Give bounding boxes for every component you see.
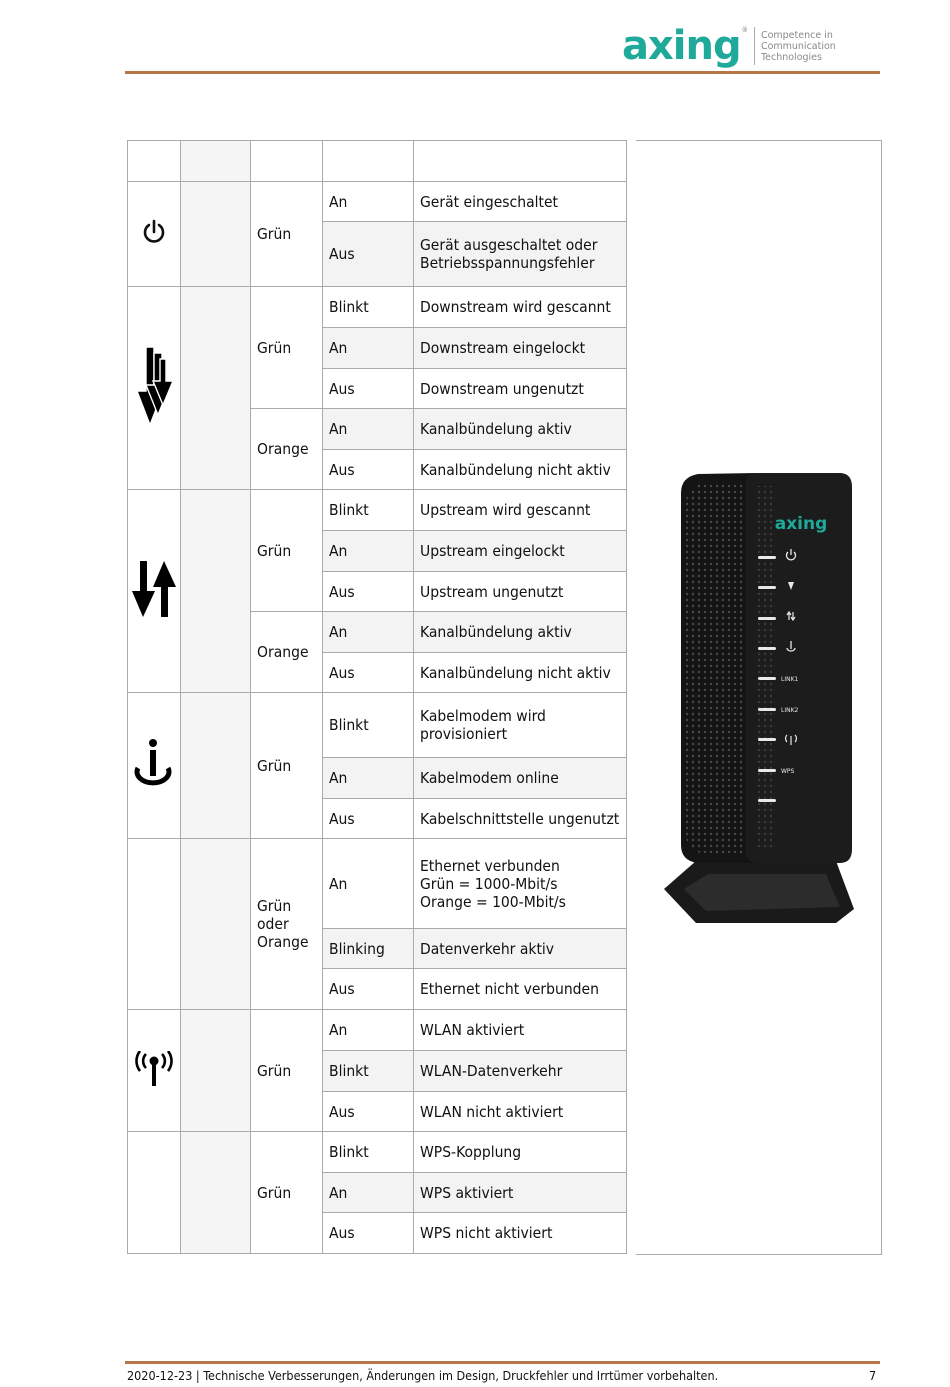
- text-line: Orange: [257, 933, 309, 951]
- power-icon: [141, 231, 167, 249]
- table-row: [128, 287, 627, 328]
- icon-cell: [128, 839, 181, 1010]
- icon-cell: [128, 1010, 181, 1132]
- group-cell: [181, 1132, 251, 1254]
- led-state-cell: An: [323, 612, 414, 653]
- led-color-cell: Grün: [251, 1010, 323, 1132]
- led-description-cell: Kabelmodem online: [414, 758, 627, 799]
- led-state-cell: Blinkt: [323, 1132, 414, 1173]
- led-state-cell: An: [323, 758, 414, 799]
- led-state-cell: Blinkt: [323, 287, 414, 328]
- header-cell: [251, 141, 323, 182]
- text-line: Ethernet verbunden: [420, 856, 560, 875]
- led-state-cell: An: [323, 1173, 414, 1213]
- text-line: Kabelmodem wird: [420, 707, 546, 725]
- led-state-cell: An: [323, 531, 414, 572]
- text-line: Betriebsspannungsfehler: [420, 254, 595, 272]
- led-description-cell: WPS aktiviert: [414, 1173, 627, 1213]
- logo-wordmark: axing: [622, 23, 741, 69]
- table-body: [128, 182, 627, 1254]
- led-state-cell: An: [323, 409, 414, 450]
- led-description-cell: Downstream wird gescannt: [414, 287, 627, 328]
- table-row: [128, 1010, 627, 1051]
- table-row: [128, 1132, 627, 1173]
- device-link1-label: LINK1: [781, 676, 799, 683]
- header-cell: [414, 141, 627, 182]
- led-state-cell: An: [323, 1010, 414, 1051]
- led-state-cell: Aus: [323, 369, 414, 409]
- led-state-cell: Blinkt: [323, 1051, 414, 1092]
- led-state-cell: An: [323, 328, 414, 369]
- header-cell: [128, 141, 181, 182]
- led-description-cell: Kanalbündelung nicht aktiv: [414, 653, 627, 693]
- group-cell: [181, 1010, 251, 1132]
- led-description-cell: Datenverkehr aktiv: [414, 929, 627, 969]
- led-state-cell: Aus: [323, 799, 414, 839]
- header-rule: [125, 71, 880, 74]
- cable-modem-icon: [128, 776, 180, 794]
- device-image-cell: [636, 140, 882, 1255]
- led-color-cell: Grün: [251, 490, 323, 612]
- table-row: [128, 839, 627, 929]
- led-description-cell: Upstream ungenutzt: [414, 572, 627, 612]
- device-link2-label: LINK2: [781, 707, 799, 714]
- text-line: Grün: [257, 897, 292, 915]
- led-state-cell: Blinking: [323, 929, 414, 969]
- led-state-cell: Aus: [323, 222, 414, 287]
- led-description-cell: Kabelschnittstelle ungenutzt: [414, 799, 627, 839]
- footer-disclaimer: 2020-12-23 | Technische Verbesserungen, Änderungen im Design, Druckfehler und Irrtümer vorbehalten.: [127, 1368, 719, 1383]
- table-row: [128, 693, 627, 758]
- cable-modem-device-image: [636, 141, 881, 1254]
- text-line: provisioniert: [420, 725, 508, 743]
- led-state-cell: An: [323, 182, 414, 222]
- tagline-line-3: Technologies: [760, 51, 822, 63]
- led-state-cell: Aus: [323, 572, 414, 612]
- tagline-line-1: Competence in: [760, 29, 833, 41]
- led-description-cell: Kanalbündelung aktiv: [414, 612, 627, 653]
- led-description-cell: WPS nicht aktiviert: [414, 1213, 627, 1254]
- upstream-arrows-icon: [131, 605, 177, 623]
- led-description-cell: Kanalbündelung nicht aktiv: [414, 450, 627, 490]
- led-description-cell: [414, 839, 627, 929]
- led-color-cell: Orange: [251, 409, 323, 490]
- led-status-table: [127, 140, 627, 1254]
- led-state-cell: Blinkt: [323, 693, 414, 758]
- icon-cell: [128, 1132, 181, 1254]
- led-description-cell: WLAN aktiviert: [414, 1010, 627, 1051]
- led-description-cell: Gerät eingeschaltet: [414, 182, 627, 222]
- icon-cell: [128, 490, 181, 693]
- table-row: [128, 490, 627, 531]
- led-state-cell: Blinkt: [323, 490, 414, 531]
- text-line: Gerät ausgeschaltet oder: [420, 236, 598, 254]
- led-description-cell: Downstream ungenutzt: [414, 369, 627, 409]
- downstream-arrows-icon: [132, 413, 176, 431]
- led-state-cell: Aus: [323, 1213, 414, 1254]
- led-state-cell: Aus: [323, 450, 414, 490]
- text-line: Grün = 1000-Mbit/s: [420, 874, 558, 893]
- device-wps-label: WPS: [781, 768, 795, 775]
- logo-separator: [754, 27, 755, 65]
- led-description-cell: Ethernet nicht verbunden: [414, 969, 627, 1010]
- tagline-line-2: Communication: [760, 40, 836, 52]
- header-cell: [323, 141, 414, 182]
- footer-rule: [125, 1361, 880, 1364]
- icon-cell: [128, 182, 181, 287]
- logo-tagline: [761, 30, 836, 63]
- group-cell: [181, 490, 251, 693]
- table-row: [128, 182, 627, 222]
- led-color-cell: Grün: [251, 1132, 323, 1254]
- axing-logo: [622, 23, 836, 69]
- group-cell: [181, 182, 251, 287]
- table-header-row: [128, 141, 627, 182]
- text-line: oder: [257, 915, 289, 933]
- led-state-cell: Aus: [323, 1092, 414, 1132]
- text-line: Orange = 100-Mbit/s: [420, 892, 566, 911]
- led-description-cell: WLAN nicht aktiviert: [414, 1092, 627, 1132]
- group-cell: [181, 287, 251, 490]
- device-brand-label: axing: [774, 514, 828, 534]
- icon-cell: [128, 287, 181, 490]
- led-description-cell: Upstream wird gescannt: [414, 490, 627, 531]
- led-color-cell: Grün: [251, 693, 323, 839]
- led-description-cell: [414, 693, 627, 758]
- group-cell: [181, 693, 251, 839]
- icon-cell: [128, 693, 181, 839]
- led-description-cell: WPS-Kopplung: [414, 1132, 627, 1173]
- led-description-cell: Kanalbündelung aktiv: [414, 409, 627, 450]
- group-cell: [181, 839, 251, 1010]
- registered-mark: ®: [741, 26, 748, 34]
- led-state-cell: An: [323, 839, 414, 929]
- led-state-cell: Aus: [323, 969, 414, 1010]
- led-color-cell: [251, 839, 323, 1010]
- led-color-cell: Orange: [251, 612, 323, 693]
- led-description-cell: Upstream eingelockt: [414, 531, 627, 572]
- led-color-cell: Grün: [251, 182, 323, 287]
- led-color-cell: Grün: [251, 287, 323, 409]
- led-state-cell: Aus: [323, 653, 414, 693]
- led-description-cell: Downstream eingelockt: [414, 328, 627, 369]
- led-description-cell: WLAN-Datenverkehr: [414, 1051, 627, 1092]
- wifi-antenna-icon: [133, 1073, 175, 1091]
- header-cell: [181, 141, 251, 182]
- page-number: 7: [869, 1368, 877, 1383]
- led-description-cell: [414, 222, 627, 287]
